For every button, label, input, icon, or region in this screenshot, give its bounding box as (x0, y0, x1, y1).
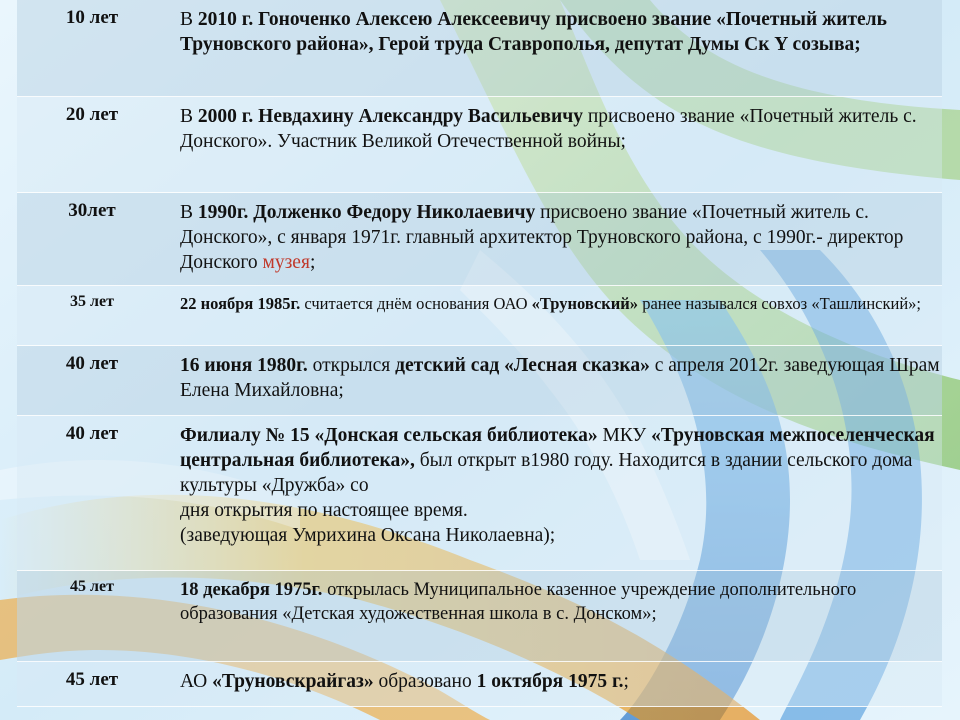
text-run: ; (309, 252, 316, 273)
bold-text: «Труновская межпоселенческая центральная библиотека», (180, 425, 935, 471)
bold-text: Филиалу № 15 «Донская сельская библиотека» (180, 425, 598, 446)
years-cell: 10 лет (65, 7, 119, 28)
text-run: АО (180, 671, 213, 692)
text-run: с апреля 2012г. заведующая Шрам Елена Михайловна; (180, 355, 940, 401)
event-cell (180, 423, 940, 548)
text-run: присвоено звание «Почетный житель с. Донского», с января 1971г. главный архитектор Труновского района, с 1990г.- директор Донского (180, 202, 904, 273)
text-run: дня открытия по настоящее время. (180, 500, 468, 521)
table-row (17, 97, 942, 193)
text-run: считается днём основания ОАО (300, 294, 532, 313)
event-cell (180, 669, 940, 694)
text-run: был открыт в1980 году. Находится в здании сельского дома культуры «Дружба» со (180, 450, 913, 496)
bold-text: 16 июня 1980г. (180, 355, 308, 376)
years-cell: 45 лет (65, 669, 119, 690)
table-row (17, 0, 942, 97)
event-cell (180, 200, 940, 275)
table-row (17, 346, 942, 416)
bold-text: 2010 г. Гоноченко Алексею Алексеевичу присвоено звание «Почетный житель Труновского района», Герой труда Ставрополья, депутат Думы Ск Y созыва; (180, 9, 887, 55)
table-row (17, 286, 942, 346)
event-cell (180, 293, 940, 315)
text-run: В (180, 202, 198, 223)
text-run: В (180, 9, 198, 30)
text-run: МКУ (597, 425, 652, 446)
text-run: открылась Муниципальное казенное учреждение дополнительного образования «Детская художественная школа в с. Донском»; (180, 580, 857, 624)
years-cell: 40 лет (65, 353, 119, 374)
bold-text: 1 октября 1975 г. (476, 671, 624, 692)
years-cell: 35 лет (70, 293, 114, 310)
table-row (17, 662, 942, 707)
years-cell: 30лет (68, 200, 116, 221)
text-run: В (180, 106, 198, 127)
table-row (17, 193, 942, 286)
bold-text: детский сад «Лесная сказка» (395, 355, 650, 376)
bold-text: «Труновскрайгаз» (212, 671, 374, 692)
text-run: ранее назывался совхоз «Ташлинский»; (638, 294, 921, 313)
text-run: (заведующая Умрихина Оксана Николаевна); (180, 525, 556, 546)
bold-text: 2000 г. Невдахину Александру Васильевичу (197, 106, 583, 127)
event-cell (180, 7, 940, 57)
years-cell: 45 лет (70, 578, 114, 595)
text-run: ; (623, 671, 629, 692)
bold-text: «Труновский» (531, 294, 639, 313)
text-run: присвоено звание «Почетный житель с. Донского». Участник Великой Отечественной войны; (180, 106, 917, 152)
anniversary-table (17, 0, 942, 720)
years-cell: 20 лет (65, 104, 119, 125)
bold-text: 18 декабря 1975г. (180, 580, 323, 600)
text-run: открылся (307, 355, 396, 376)
event-cell (180, 104, 940, 154)
event-cell (180, 578, 940, 626)
event-cell (180, 353, 940, 403)
text-run: образовано (373, 671, 477, 692)
years-cell: 40 лет (65, 423, 119, 444)
highlight-text: музея (262, 252, 310, 273)
bold-text: 22 ноября 1985г. (180, 294, 301, 313)
table-row (17, 416, 942, 571)
table-row (17, 571, 942, 662)
bold-text: 1990г. Долженко Федору Николаевичу (197, 202, 536, 223)
